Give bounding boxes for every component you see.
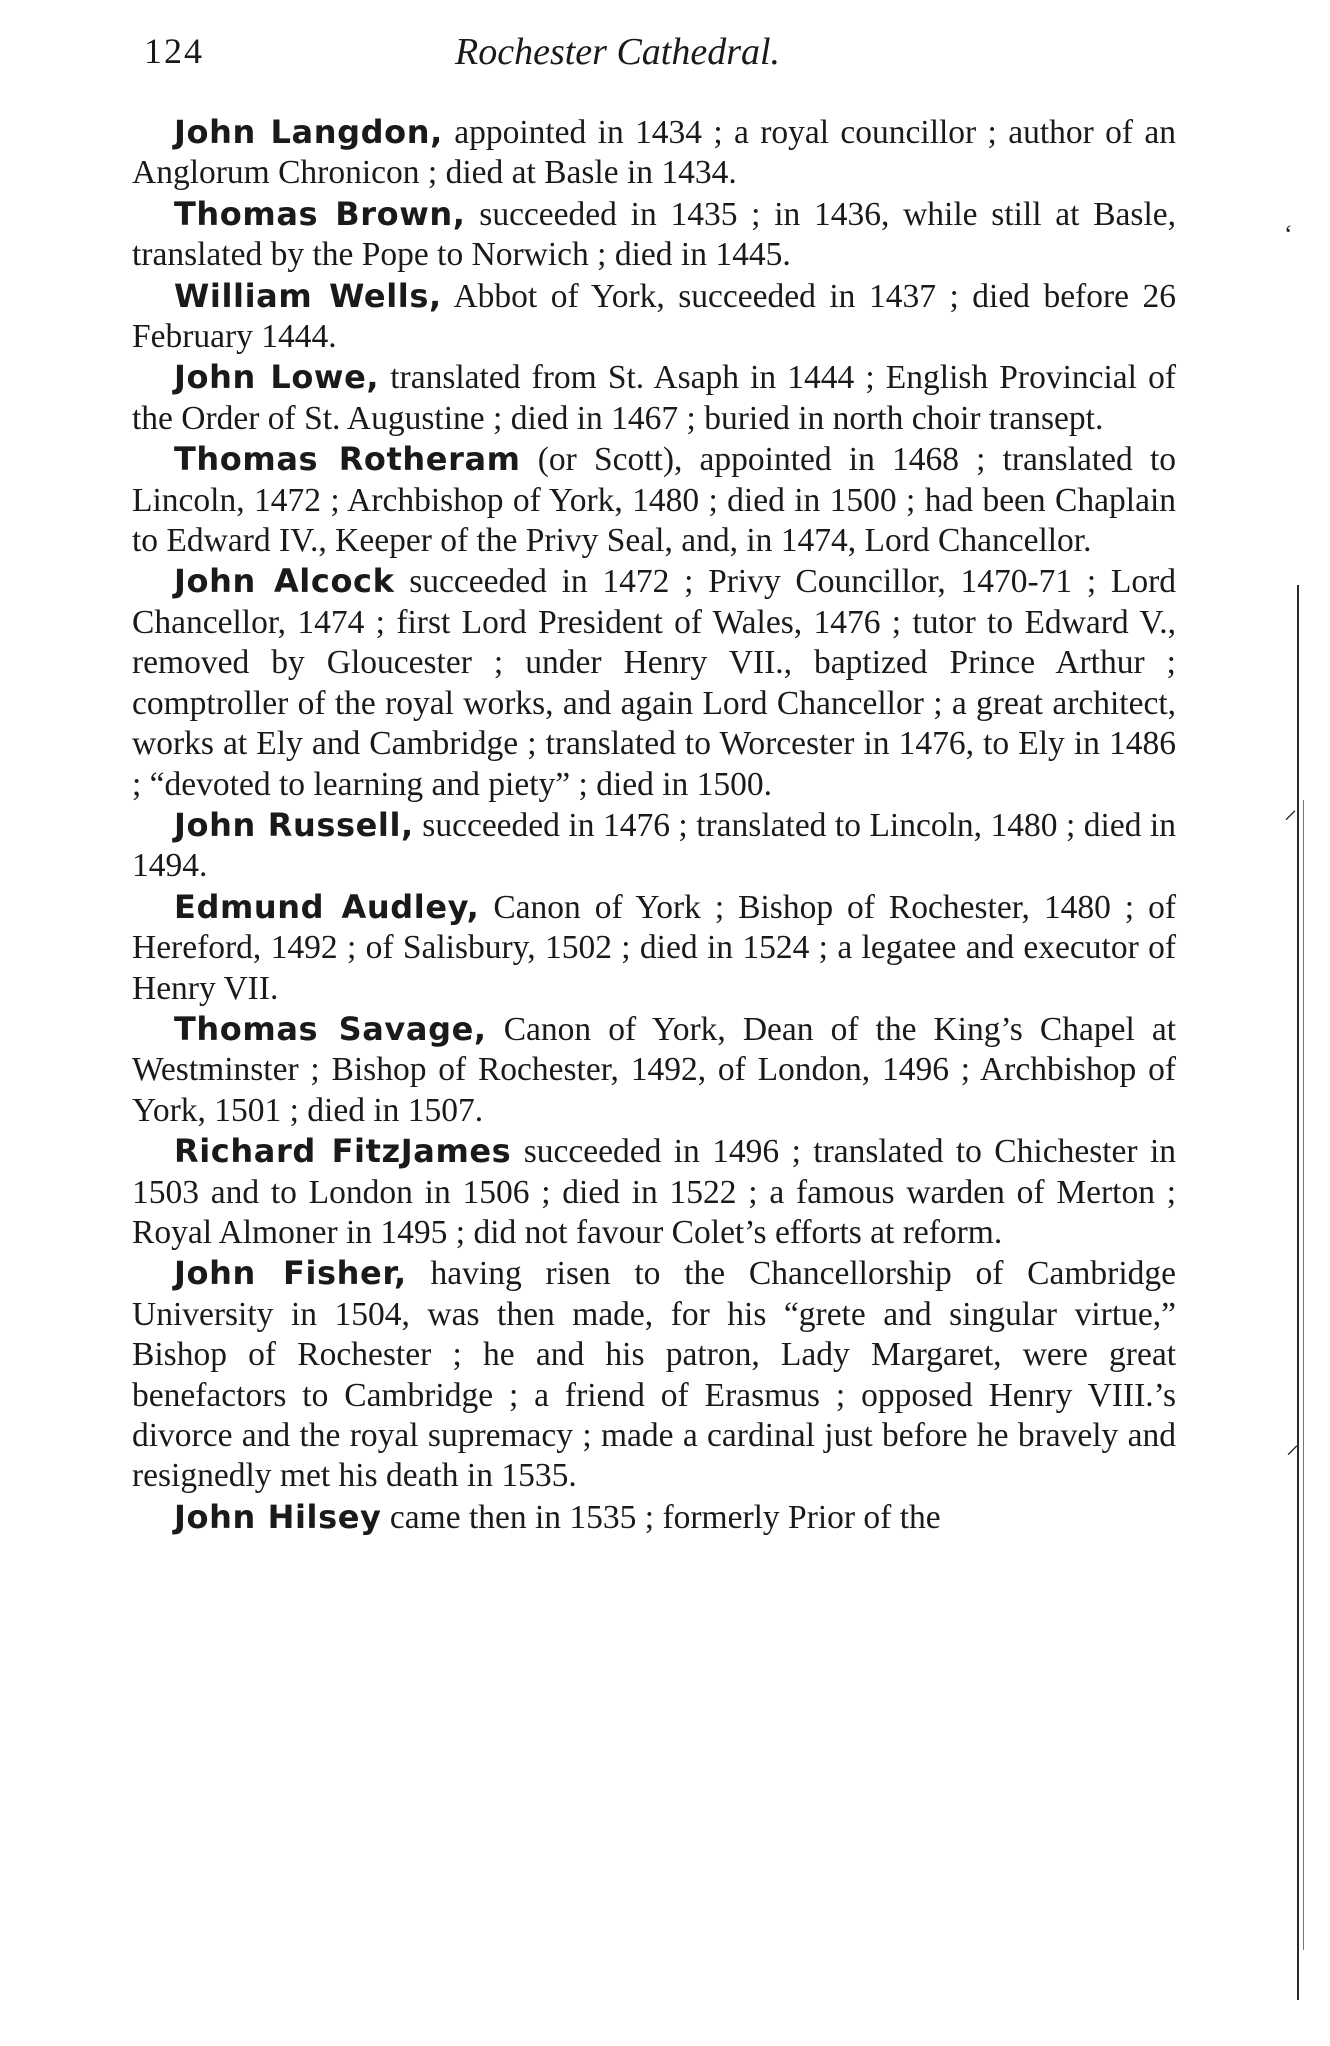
entry-richard-fitzjames (132, 1131, 1176, 1253)
page-edge-shadow-inner (1303, 800, 1304, 1950)
entry-thomas-brown (132, 194, 1176, 276)
bishops-list (132, 112, 1176, 1538)
entry-name: Thomas Savage, (174, 1009, 487, 1048)
entry-william-wells (132, 276, 1176, 358)
entry-text: succeeded in 1472 ; Privy Councillor, 1470-71 ; Lord Chancellor, 1474 ; first Lord President of Wales, 1476 ; tutor to Edward V., removed by Gloucester ; under Henry VII., baptized Prince Arthur ; comptroller of the royal works, and again Lord Chancellor ; a great architect, works at Ely and Cambridge ; translated to Worcester in 1476, to Ely in 1486 ; “devoted to learning and piety” ; died in 1500. (132, 563, 1176, 803)
page-number: 124 (144, 31, 204, 71)
entry-john-russell (132, 805, 1176, 887)
entry-name: John Russell, (174, 805, 414, 844)
page-header (130, 30, 1180, 80)
entry-name: John Langdon, (174, 113, 443, 151)
page-edge-shadow (1297, 585, 1299, 2000)
margin-speck-icon: ‘ (1284, 220, 1293, 249)
entry-edmund-audley (132, 887, 1176, 1009)
entry-text: Abbot of York, succeeded in 1437 ; died before 26 February 1444. (132, 277, 1176, 356)
entry-thomas-savage (132, 1009, 1176, 1131)
entry-john-lowe (132, 357, 1176, 439)
entry-thomas-rotheram (132, 439, 1176, 561)
entry-text: succeeded in 1435 ; in 1436, while still at Basle, translated by the Pope to Norwich ; died in 1445. (132, 195, 1176, 274)
entry-name: John Fisher, (174, 1254, 407, 1293)
entry-name: John Alcock (174, 562, 395, 601)
entry-text: having risen to the Chancellorship of Cambridge University in 1504, was then made, for his “grete and singular virtue,” Bishop of Rochester ; he and his patron, Lady Margaret, were great benefactors to Cambridge ; a friend of Erasmus ; opposed Henry VIII.’s divorce and the royal supremacy ; made a cardinal just before he bravely and resignedly met his death in 1535. (132, 1255, 1176, 1495)
entry-john-hilsey (132, 1497, 1176, 1538)
running-title: Rochester Cathedral. (455, 31, 781, 73)
entry-text: succeeded in 1476 ; translated to Lincoln, 1480 ; died in 1494. (132, 806, 1176, 885)
entry-name: John Hilsey (174, 1497, 382, 1536)
margin-speck-icon: ⸝ (1286, 1430, 1300, 1459)
entry-text: appointed in 1434 ; a royal councillor ; author of an Anglorum Chronicon ; died at Basle in 1434. (132, 114, 1176, 192)
entry-text: translated from St. Asaph in 1444 ; English Provincial of the Order of St. Augustine ; died in 1467 ; buried in north choir transept. (132, 359, 1176, 437)
entry-name: Thomas Brown, (174, 194, 466, 233)
entry-john-alcock (132, 561, 1176, 804)
entry-name: William Wells, (174, 276, 442, 315)
entry-john-langdon (132, 112, 1176, 194)
entry-text: came then in 1535 ; formerly Prior of the (381, 1498, 941, 1536)
entry-text: Canon of York, Dean of the King’s Chapel at Westminster ; Bishop of Rochester, 1492, of London, 1496 ; Archbishop of York, 1501 ; died in 1507. (132, 1010, 1176, 1129)
margin-speck-icon: ⸝ (1284, 795, 1298, 824)
entry-text: (or Scott), appointed in 1468 ; translated to Lincoln, 1472 ; Archbishop of York, 1480 ; died in 1500 ; had been Chaplain to Edward IV., Keeper of the Privy Seal, and, in 1474, Lord Chancellor. (132, 441, 1177, 560)
entry-name: Edmund Audley, (174, 887, 480, 926)
entry-name: Thomas Rotheram (174, 440, 521, 479)
entry-john-fisher (132, 1253, 1176, 1496)
entry-name: John Lowe, (174, 358, 380, 397)
entry-name: Richard FitzJames (174, 1132, 512, 1171)
entry-text: Canon of York ; Bishop of Rochester, 1480 ; of Hereford, 1492 ; of Salisbury, 1502 ; died in 1524 ; a legatee and executor of Henry VII. (132, 888, 1176, 1007)
entry-text: succeeded in 1496 ; translated to Chichester in 1503 and to London in 1506 ; died in 1522 ; a famous warden of Merton ; Royal Almoner in 1495 ; did not favour Colet’s efforts at reform. (132, 1133, 1177, 1251)
